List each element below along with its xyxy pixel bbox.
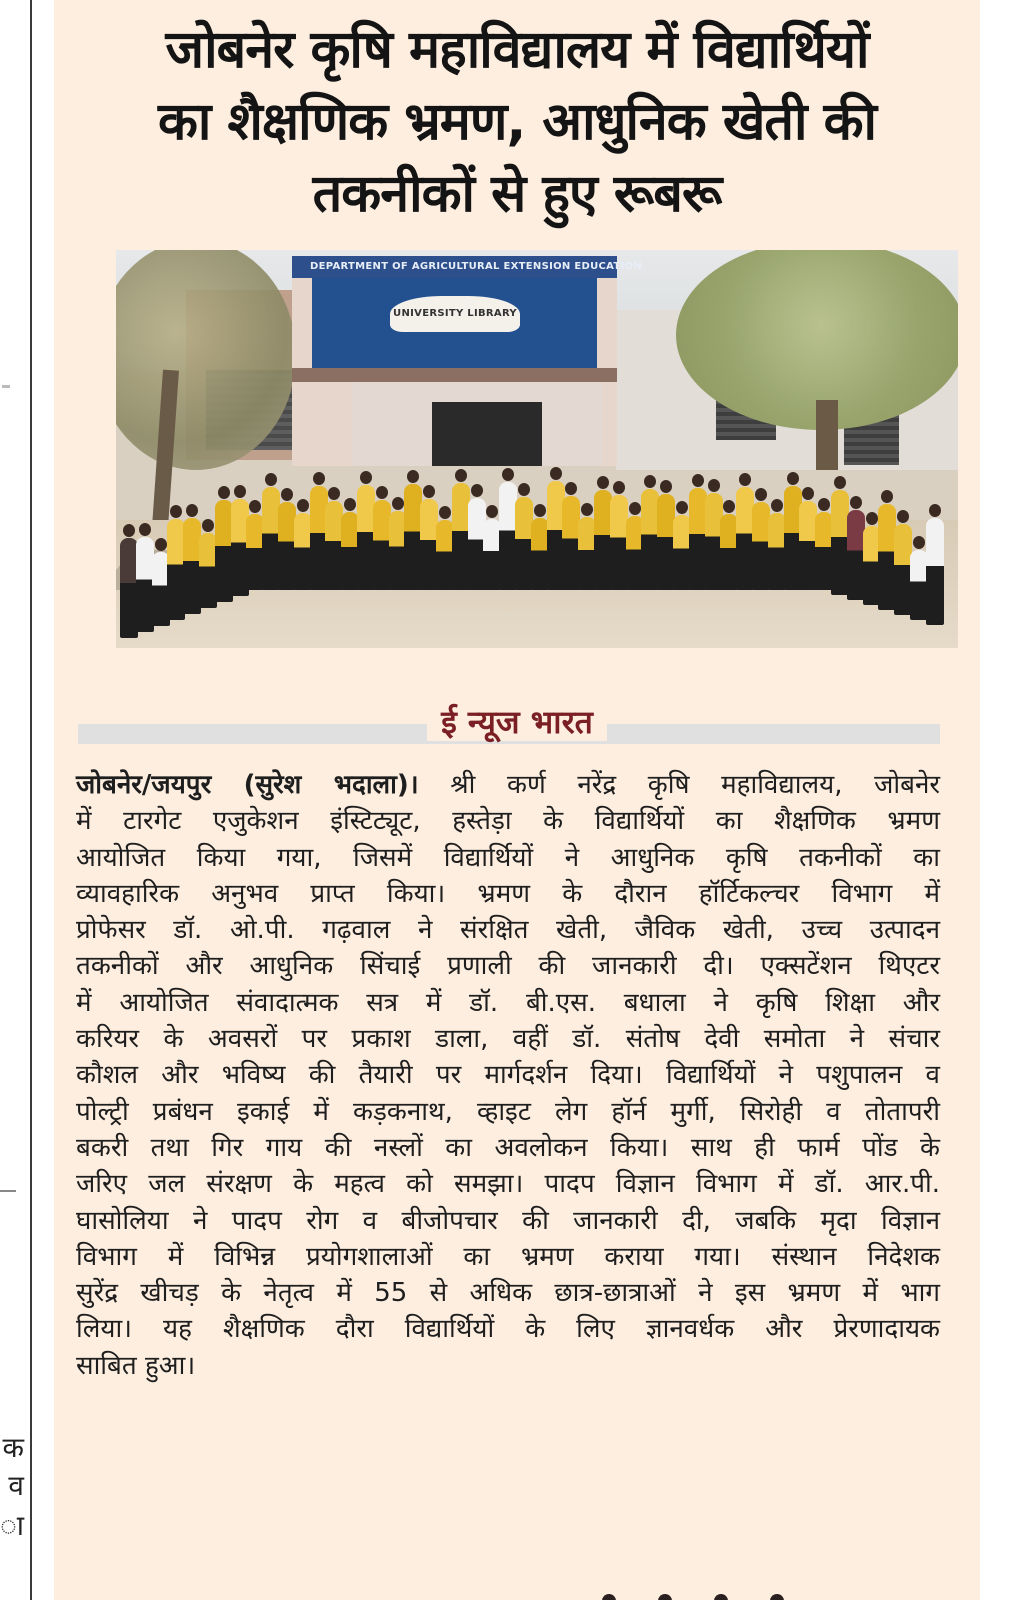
- photo-person-head: [866, 512, 878, 525]
- photo-person-head: [787, 472, 799, 485]
- photo-person-head: [139, 523, 151, 536]
- dateline: जोबनेर/जयपुर (सुरेश भदाला)।: [76, 770, 419, 800]
- photo-person-head: [692, 474, 704, 487]
- body-line: घासोलिया ने पादप रोग व बीजोपचार की जानकारी दी, जबकि मृदा विज्ञान: [76, 1205, 940, 1236]
- adjacent-text-fragment: व: [8, 1469, 24, 1502]
- photo-person-head: [565, 482, 577, 495]
- headline-line: जोबनेर कृषि महाविद्यालय में विद्यार्थियों: [165, 20, 869, 80]
- photo-person-head: [755, 488, 767, 501]
- photo-person-head: [328, 487, 340, 500]
- news-article: [54, 0, 980, 1600]
- photo-person-head: [218, 486, 230, 499]
- photo-person-head: [581, 503, 593, 516]
- photo-person-head: [471, 484, 483, 497]
- photo-person-head: [818, 498, 830, 511]
- next-article-cutoff: [602, 1588, 862, 1600]
- photo-person-head: [423, 485, 435, 498]
- photo-person-head: [802, 487, 814, 500]
- photo-person-head: [455, 469, 467, 482]
- body-line: करियर के अवसरों पर प्रकाश डाला, वहीं डॉ. संतोष देवी समोता ने संचार: [76, 1024, 940, 1055]
- photo-person-head: [644, 475, 656, 488]
- photo-person-head: [771, 499, 783, 512]
- body-line: पोल्ट्री प्रबंधन इकाई में कड़कनाथ, व्हाइट लेग हॉर्न मुर्गी, सिरोही व तोतापरी: [76, 1096, 940, 1127]
- adjacent-text-fragment: क: [2, 1431, 24, 1464]
- photo-person-head: [313, 472, 325, 485]
- photo-person-head: [708, 479, 720, 492]
- photo-person-head: [629, 502, 641, 515]
- body-line: व्यावहारिक अनुभव प्राप्त किया। भ्रमण के दौरान हॉर्टिकल्चर विभाग में: [76, 878, 940, 909]
- photo-person-head: [249, 500, 261, 513]
- article-headline: [74, 14, 960, 230]
- photo-student-group: [116, 420, 958, 620]
- photo-person-head: [881, 490, 893, 503]
- photo-person-head: [155, 538, 167, 551]
- margin-mark: [2, 385, 10, 388]
- body-line: जरिए जल संरक्षण के महत्व को समझा। पादप विज्ञान विभाग में डॉ. आर.पी.: [76, 1169, 940, 1200]
- photo-person-head: [202, 519, 214, 532]
- right-margin: [980, 0, 1018, 1600]
- photo-person-head: [613, 481, 625, 494]
- photo-person-head: [170, 505, 182, 518]
- byline-text: ई न्यूज भारत: [427, 703, 607, 741]
- photo-person-head: [913, 536, 925, 549]
- photo-person-head: [376, 486, 388, 499]
- photo-person-head: [597, 476, 609, 489]
- photo-person-head: [123, 524, 135, 537]
- body-line: में टारगेट एजुकेशन इंस्टिट्यूट, हस्तेड़ा के विद्यार्थियों का शैक्षणिक भ्रमण: [76, 806, 940, 837]
- library-board: [312, 278, 597, 368]
- body-line: जोबनेर/जयपुर (सुरेश भदाला)। श्री कर्ण नरेंद्र कृषि महाविद्यालय, जोबनेर: [76, 770, 941, 800]
- article-photo: [116, 250, 958, 648]
- photo-person-head: [486, 505, 498, 518]
- photo-person-head: [534, 504, 546, 517]
- byline: [54, 700, 980, 744]
- photo-person-head: [929, 504, 941, 517]
- body-line: साबित हुआ।: [76, 1350, 196, 1381]
- photo-person-head: [897, 510, 909, 523]
- photo-person-head: [234, 485, 246, 498]
- photo-person-head: [439, 506, 451, 519]
- photo-person-head: [265, 473, 277, 486]
- headline-line: का शैक्षणिक भ्रमण, आधुनिक खेती की: [157, 92, 876, 152]
- photo-person-head: [550, 467, 562, 480]
- photo-person-head: [834, 476, 846, 489]
- margin-dash: [0, 1190, 16, 1192]
- body-line: आयोजित किया गया, जिसमें विद्यार्थियों ने आधुनिक कृषि तकनीकों का: [76, 842, 940, 873]
- body-line: प्रोफेसर डॉ. ओ.पी. गढ़वाल ने संरक्षित खेती, जैविक खेती, उच्च उत्पादन: [76, 915, 940, 946]
- adjacent-column-margin: [0, 0, 30, 1600]
- photo-person-head: [850, 496, 862, 509]
- photo-person-head: [407, 470, 419, 483]
- photo-person-head: [739, 473, 751, 486]
- photo-person-head: [392, 497, 404, 510]
- photo-awning: [292, 368, 617, 382]
- article-body: [76, 767, 940, 1384]
- body-line: विभाग में विभिन्न प्रयोगशालाओं का भ्रमण कराया गया। संस्थान निदेशक: [76, 1241, 941, 1272]
- headline-line: तकनीकों से हुए रूबरू: [312, 164, 722, 224]
- photo-person-head: [676, 501, 688, 514]
- photo-person-head: [344, 498, 356, 511]
- body-line: सुरेंद्र खीचड़ के नेतृत्व में 55 से अधिक छात्र-छात्राओं ने इस भ्रमण में भाग: [76, 1278, 940, 1309]
- photo-person-head: [518, 483, 530, 496]
- photo-person-head: [502, 468, 514, 481]
- photo-person-head: [281, 488, 293, 501]
- body-line: में आयोजित संवादात्मक सत्र में डॉ. बी.एस. बधाला ने कृषि शिक्षा और: [76, 987, 940, 1018]
- photo-person-head: [660, 480, 672, 493]
- gutter: [32, 0, 54, 1600]
- photo-person-head: [360, 471, 372, 484]
- department-sign: DEPARTMENT OF AGRICULTURAL EXTENSION EDUCATION: [292, 256, 617, 278]
- adjacent-text-fragment: ा: [0, 1509, 24, 1542]
- photo-person: [926, 518, 944, 625]
- body-line: लिया। यह शैक्षणिक दौरा विद्यार्थियों के लिए ज्ञानवर्धक और प्रेरणादायक: [76, 1314, 940, 1345]
- body-line: कौशल और भविष्य की तैयारी पर मार्गदर्शन दिया। विद्यार्थियों ने पशुपालन व: [76, 1060, 940, 1091]
- body-line: बकरी तथा गिर गाय की नस्लों का अवलोकन किया। साथ ही फार्म पोंड के: [76, 1132, 940, 1163]
- photo-person-head: [723, 500, 735, 513]
- photo-person-head: [297, 499, 309, 512]
- library-book-sign: UNIVERSITY LIBRARY: [390, 296, 520, 332]
- body-line: तकनीकों और आधुनिक सिंचाई प्रणाली की जानकारी दी। एक्सटेंशन थिएटर: [76, 951, 940, 982]
- photo-person-head: [186, 504, 198, 517]
